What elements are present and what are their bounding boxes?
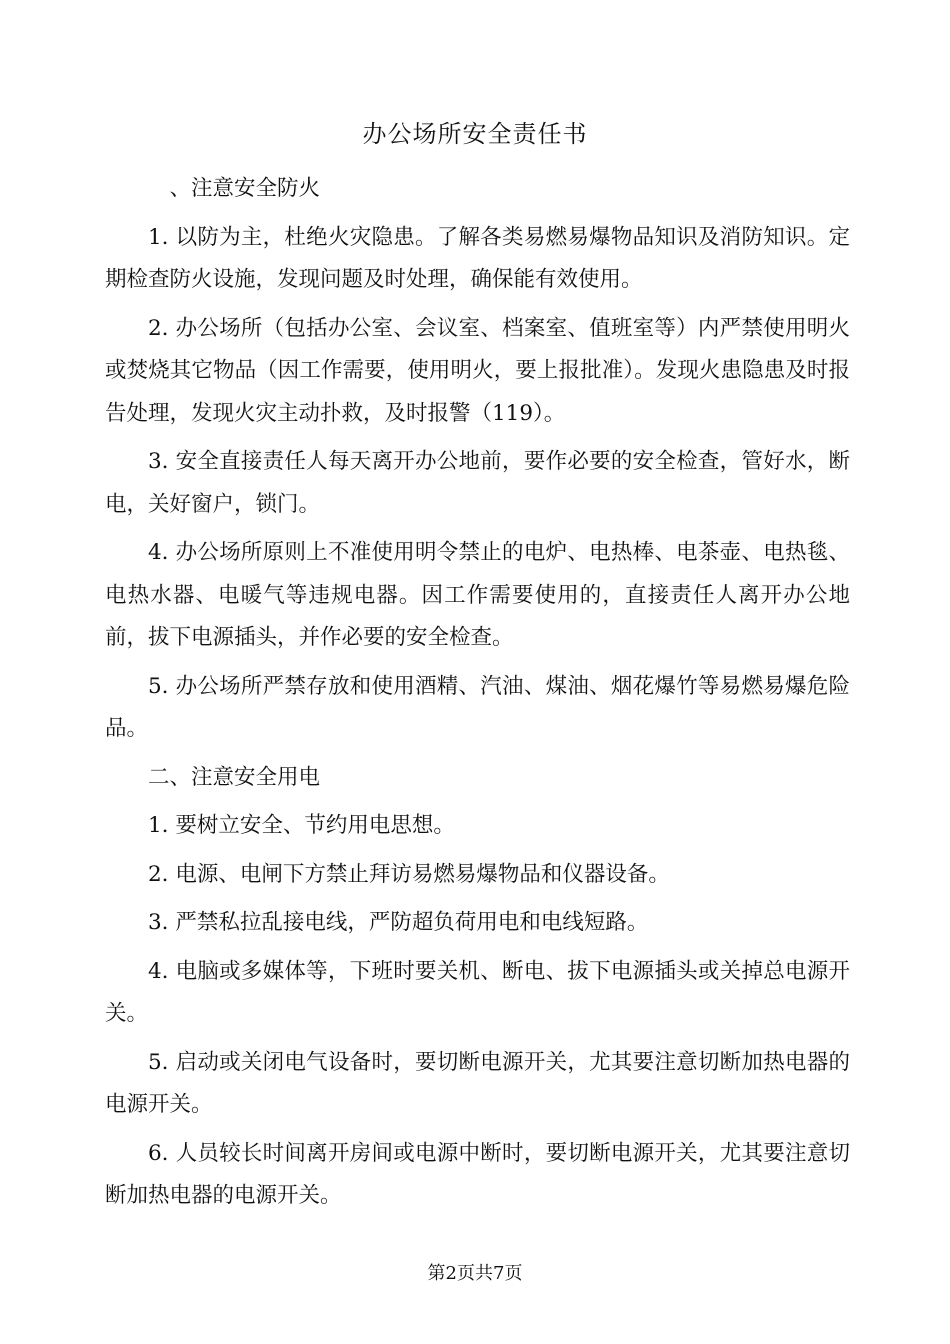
fire-item-2: 2. 办公场所（包括办公室、会议室、档案室、值班室等）内严禁使用明火或焚烧其它物品（因工作需要，使用明火，要上报批准）。发现火患隐患及时报告处理，发现火灾主动扑救，及时报警（119）。 bbox=[105, 315, 850, 426]
section-heading-electrical-safety: 二、注意安全用电 bbox=[148, 764, 321, 790]
fire-item-5: 5. 办公场所严禁存放和使用酒精、汽油、煤油、烟花爆竹等易燃易爆危险品。 bbox=[105, 673, 850, 741]
section-heading-fire-safety: 、注意安全防火 bbox=[169, 176, 321, 201]
document-body bbox=[105, 168, 850, 1224]
fire-item-4: 4. 办公场所原则上不准使用明令禁止的电炉、电热棒、电茶壶、电热毯、电热水器、电暖气等违规电器。因工作需要使用的，直接责任人离开办公地前，拔下电源插头，并作必要的安全检查。 bbox=[105, 540, 850, 650]
electric-item-5: 5. 启动或关闭电气设备时，要切断电源开关，尤其要注意切断加热电器的电源开关。 bbox=[105, 1049, 850, 1117]
electric-item-6: 6. 人员较长时间离开房间或电源中断时，要切断电源开关，尤其要注意切断加热电器的电源开关。 bbox=[105, 1140, 850, 1208]
page-number: 第2页共7页 bbox=[427, 1263, 523, 1284]
electric-item-1: 1. 要树立安全、节约用电思想。 bbox=[148, 813, 455, 838]
electric-item-3: 3. 严禁私拉乱接电线，严防超负荷用电和电线短路。 bbox=[148, 910, 649, 935]
electric-item-2: 2. 电源、电闸下方禁止拜访易燃易爆物品和仪器设备。 bbox=[148, 861, 670, 887]
fire-item-3: 3. 安全直接责任人每天离开办公地前，要作必要的安全检查，管好水，断电，关好窗户，锁门。 bbox=[105, 449, 850, 517]
document-title: 办公场所安全责任书 bbox=[362, 120, 588, 148]
fire-item-1: 1. 以防为主，杜绝火灾隐患。了解各类易燃易爆物品知识及消防知识。定期检查防火设施，发现问题及时处理，确保能有效使用。 bbox=[105, 224, 850, 292]
electric-item-4: 4. 电脑或多媒体等，下班时要关机、断电、拔下电源插头或关掉总电源开关。 bbox=[105, 958, 850, 1026]
